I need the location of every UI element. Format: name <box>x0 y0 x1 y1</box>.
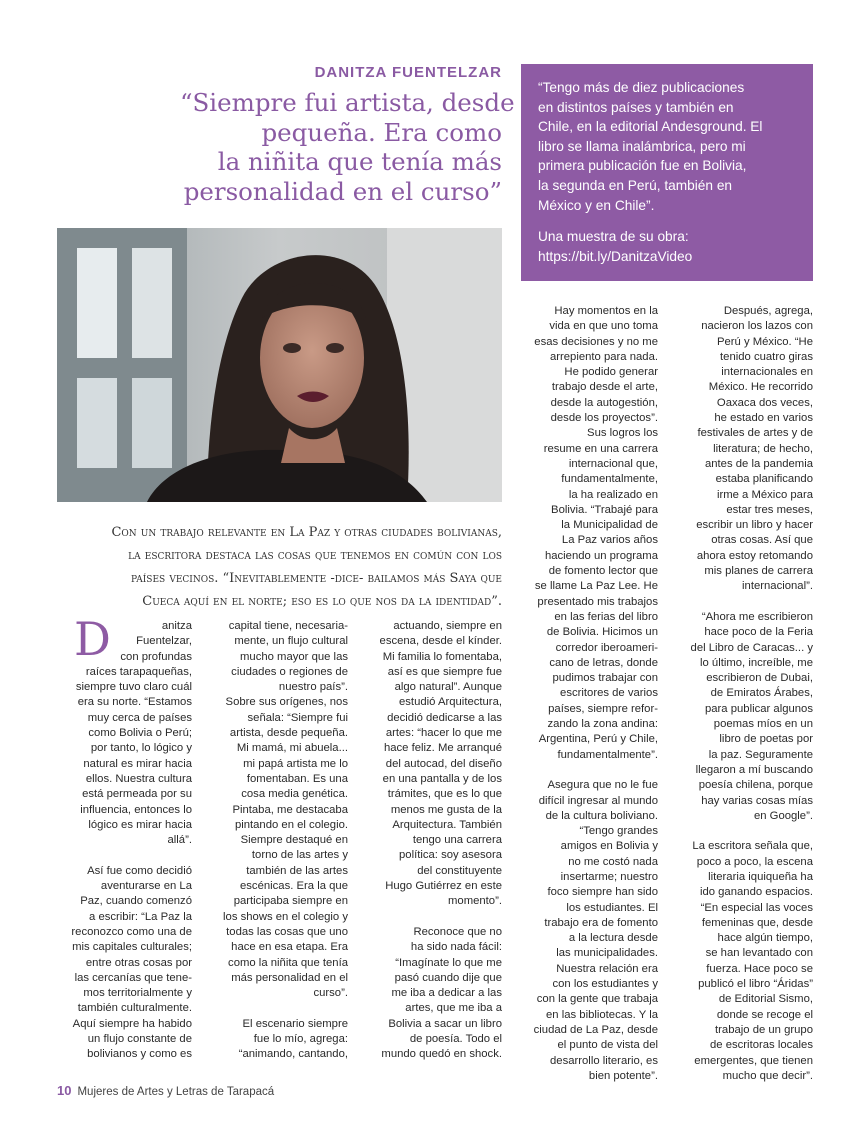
column-line: menos me gusta de la <box>390 803 502 816</box>
column-line: de fomento lector que <box>548 565 658 578</box>
column-line: estudió Arquitectura, <box>399 696 502 709</box>
column-line: El escenario siempre <box>242 1017 348 1030</box>
column-line: femeninas que, desde <box>701 916 813 929</box>
column-line: no me costó nada <box>568 855 658 868</box>
column-line <box>521 763 658 778</box>
column-line <box>57 848 192 863</box>
column-line: arrepiento para nada. <box>549 350 658 363</box>
column-line: mis capitales culturales; <box>72 941 192 954</box>
sidebar-link-label: Una muestra de su obra: <box>538 229 689 245</box>
column-line: mos territorialmente y <box>83 987 192 1000</box>
column-line: reconozco como una de <box>71 925 192 938</box>
column-line: Mi familia lo fomentaba, <box>382 650 502 663</box>
column-line: irme a México para <box>716 488 813 501</box>
column-line: mucho que decir”. <box>722 1069 813 1082</box>
column-line: Bolivia a sacar un libro <box>388 1017 502 1030</box>
body-column-5 <box>676 304 813 1084</box>
author-name: DANITZA FUENTELZAR <box>314 64 502 81</box>
column-line: para publicar algunos <box>704 702 813 715</box>
column-line: ciudades o regiones de <box>231 665 348 678</box>
column-line: Aquí siempre ha habido <box>72 1017 192 1030</box>
column-line: allá”. <box>167 834 192 847</box>
column-line: pasó cuando dije que <box>394 971 502 984</box>
column-line: como la niñita que tenía <box>228 956 348 969</box>
column-line: tenido cuatro giras <box>720 350 813 363</box>
column-line: la paz. Seguramente <box>708 748 813 761</box>
column-line: Fuentelzar, <box>136 635 192 648</box>
column-line: poemas míos en un <box>713 718 813 731</box>
column-line: influencia, entonces lo <box>80 803 192 816</box>
column-line: llegaron a mí buscando <box>695 763 813 776</box>
headline <box>180 88 515 206</box>
column-line: Hugo Gutiérrez en este <box>385 880 502 893</box>
column-line: de Bolivia. Hicimos un <box>546 626 658 639</box>
column-line: pintando en el colegio. <box>234 818 348 831</box>
column-line: trabajo de un grupo <box>715 1023 813 1036</box>
column-line: festivales de artes y de <box>697 427 813 440</box>
column-line: trabajo era de fomento <box>544 916 658 929</box>
column-line: fundamentalmente, <box>561 473 658 486</box>
column-line: bien potente”. <box>588 1069 658 1082</box>
column-line: así es que siempre fue <box>387 665 502 678</box>
column-line: ahora estoy retomando <box>696 549 813 562</box>
column-line: pudimos trabajar con <box>552 672 658 685</box>
column-line: Así fue como decidió <box>87 864 192 877</box>
body-column-2 <box>210 619 348 1063</box>
column-line: lo último, increíble, me <box>699 656 813 669</box>
column-line: otras cosas. Así que <box>711 534 813 547</box>
lead-line: Cueca aquí en el norte; eso es lo que nos da la identidad”. <box>142 594 502 609</box>
column-line: se llame La Paz Lee. He <box>534 580 658 593</box>
column-line: trabajo desde el arte, <box>551 381 658 394</box>
column-line: Reconoce que no <box>413 925 502 938</box>
column-line <box>210 1001 348 1016</box>
column-line: siempre tuvo claro cuál <box>75 681 192 694</box>
column-line: mente, un flujo cultural <box>234 635 348 648</box>
column-line: las municipalidades. <box>556 947 658 960</box>
column-line: Siempre destaqué en <box>240 834 348 847</box>
column-line: escena, desde el kínder. <box>379 635 502 648</box>
column-line: desde la autogestión, <box>550 396 658 409</box>
column-line: nacieron los lazos con <box>701 320 813 333</box>
column-line: capital tiene, necesaria- <box>228 620 348 632</box>
column-line: está permeada por su <box>82 788 192 801</box>
column-line: muy cerca de países <box>87 711 192 724</box>
column-line: insertarme; nuestro <box>560 870 658 883</box>
sidebar-quote-line: Chile, en la editorial Andesground. El <box>538 119 763 135</box>
column-line: foco siempre han sido <box>547 886 658 899</box>
column-line: difícil ingresar al mundo <box>538 794 658 807</box>
column-line: Sobre sus orígenes, nos <box>225 696 348 709</box>
body-column-4 <box>521 304 658 1084</box>
lead-line: Con un trabajo relevante en La Paz y otras ciudades bolivianas, <box>111 525 502 540</box>
column-line: países, siempre refor- <box>548 702 658 715</box>
column-line: internacionales en <box>721 366 813 379</box>
column-line: actuando, siempre en <box>393 620 502 632</box>
page-number: 10 <box>57 1083 72 1098</box>
column-line: estar tres meses, <box>726 503 813 516</box>
column-line: hace feliz. Me arranqué <box>383 742 502 755</box>
column-line: los estudiantes. El <box>566 901 658 914</box>
column-line: La escritora señala que, <box>692 840 813 853</box>
column-line: “animando, cantando, <box>238 1048 348 1061</box>
column-line: cano de letras, donde <box>549 656 658 669</box>
column-line: hace algún tiempo, <box>717 932 813 945</box>
column-line: mi papá artista me lo <box>243 757 348 770</box>
column-line <box>676 824 813 839</box>
column-line: de la cultura boliviano. <box>545 809 658 822</box>
publication-name: Mujeres de Artes y Letras de Tarapacá <box>77 1086 275 1098</box>
column-line: Oaxaca dos veces, <box>716 396 813 409</box>
column-line: fue lo mío, agrega: <box>253 1033 348 1046</box>
column-line: los shows en el colegio y <box>223 910 348 923</box>
column-line: más personalidad en el <box>231 971 348 984</box>
column-line: “Imagínate lo que me <box>395 956 502 969</box>
column-line: del constituyente <box>417 864 502 877</box>
column-line: la ha realizado en <box>568 488 658 501</box>
headline-line: personalidad en el curso” <box>183 176 502 206</box>
column-line: emergentes, que tienen <box>694 1054 813 1067</box>
column-line: me iba a dedicar a las <box>391 987 502 1000</box>
column-line: anitza <box>161 620 192 632</box>
column-line: artista, desde pequeña. <box>229 727 348 740</box>
column-line: mucho mayor que las <box>240 650 348 663</box>
column-line: Argentina, Perú y Chile, <box>538 733 658 746</box>
column-line: política: soy asesora <box>399 849 502 862</box>
column-line: con la gente que trabaja <box>536 993 658 1006</box>
column-line <box>366 910 502 925</box>
column-line: Pintaba, me destacaba <box>232 803 348 816</box>
column-line: desarrollo literario, es <box>550 1054 658 1067</box>
column-line: también de las artes <box>246 864 348 877</box>
column-line: Nuestra relación era <box>556 962 658 975</box>
column-line: La Paz varios años <box>561 534 658 547</box>
column-line: del autocad, del diseño <box>385 757 502 770</box>
column-line: Mi mamá, mi abuela... <box>236 742 348 755</box>
column-line: a escribir: “La Paz la <box>89 910 192 923</box>
column-line: zando la zona andina: <box>547 718 658 731</box>
column-line: en una pantalla y de los <box>382 772 502 785</box>
column-line: en Google”. <box>753 809 813 822</box>
column-line: internacional que, <box>568 457 658 470</box>
column-line: a la lectura desde <box>568 932 658 945</box>
sidebar-link[interactable]: https://bit.ly/DanitzaVideo <box>538 248 693 264</box>
column-line: amigos en Bolivia y <box>560 840 658 853</box>
column-line: participaba siempre en <box>233 895 348 908</box>
column-line: señala: “Siempre fui <box>247 711 348 724</box>
column-line: He podido generar <box>564 366 658 379</box>
sidebar-quote-line: primera publicación fue en Bolivia, <box>538 158 747 174</box>
column-line: fuerza. Hace poco se <box>706 962 813 975</box>
column-line: literaria iquiqueña ha <box>708 870 813 883</box>
column-line: el punto de vista del <box>557 1039 658 1052</box>
column-line: presentado mis trabajos <box>537 595 658 608</box>
column-line: escribir un libro y hacer <box>696 519 813 532</box>
column-line: la Municipalidad de <box>561 519 658 532</box>
column-line: decidió dedicarse a las <box>387 711 502 724</box>
column-line: internacional”. <box>742 580 813 593</box>
column-line: natural es mirar hacia <box>83 757 192 770</box>
column-line: artes, que me iba a <box>405 1002 502 1015</box>
column-line: Arquitectura. También <box>392 818 502 831</box>
column-line: antes de la pandemia <box>704 457 813 470</box>
column-line: un flujo constante de <box>87 1033 192 1046</box>
column-line: con profundas <box>120 650 192 663</box>
column-line: poesía chilena, porque <box>698 779 813 792</box>
column-line: mis planes de carrera <box>704 565 813 578</box>
column-line: Después, agrega, <box>723 305 813 317</box>
body-column-1 <box>57 619 192 1063</box>
column-line: Perú y México. “He <box>716 335 813 348</box>
column-line: escribieron de Dubai, <box>706 672 813 685</box>
portrait-photo <box>57 228 502 502</box>
column-line: poco a poco, la escena <box>696 855 813 868</box>
column-line: fundamentalmente”. <box>557 748 658 761</box>
column-line: México. He recorrido <box>708 381 813 394</box>
column-line: era su norte. “Estamos <box>77 696 192 709</box>
headline-line: la niñita que tenía más <box>217 147 502 176</box>
column-line: “En especial las voces <box>700 901 813 914</box>
column-line: he estado en varios <box>714 412 813 425</box>
lead-line: la escritora destaca las cosas que tenemos en común con los <box>128 548 502 563</box>
column-line: hace en esa etapa. Era <box>231 941 348 954</box>
column-line: con los estudiantes y <box>552 978 658 991</box>
column-line: “Ahora me escribieron <box>701 610 813 623</box>
sidebar-quote-line: México y en Chile”. <box>538 197 655 213</box>
column-line: escritores de varios <box>560 687 658 700</box>
sidebar-quote-line: “Tengo más de diez publicaciones <box>538 80 745 95</box>
column-line: del Libro de Caracas... y <box>690 641 813 654</box>
drop-cap: D <box>74 612 111 666</box>
column-line: en las ferias del libro <box>554 610 658 623</box>
column-line: todas las cosas que uno <box>226 925 348 938</box>
page-footer <box>57 1083 274 1098</box>
column-line: de Emiratos Árabes, <box>710 687 813 700</box>
headline-line: “Siempre fui artista, desde <box>180 88 515 117</box>
column-line: lógico es mirar hacia <box>88 818 192 831</box>
headline-line: pequeña. Era como <box>261 117 502 147</box>
column-line: nuestro país”. <box>278 681 348 694</box>
column-line: vida en que uno toma <box>549 320 658 333</box>
column-line: escénicas. Era la que <box>239 880 348 893</box>
column-line: curso”. <box>313 987 348 1000</box>
column-line: estaba planificando <box>715 473 813 486</box>
column-line: resume en una carrera <box>543 442 658 455</box>
column-line: en las bibliotecas. Y la <box>546 1008 658 1021</box>
column-line: hace poco de la Feria <box>704 626 813 639</box>
column-line: tengo una carrera <box>412 834 502 847</box>
column-line: por tanto, lo lógico y <box>90 742 192 755</box>
column-line <box>676 595 813 610</box>
column-line: publicó el libro “Áridas” <box>698 978 813 991</box>
column-line: Paz, cuando comenzó <box>80 895 192 908</box>
column-line: Bolivia. “Trabajé para <box>551 503 658 516</box>
lead-paragraph <box>57 521 502 613</box>
column-line: libro de poetas por <box>719 733 813 746</box>
column-line: ellos. Nuestra cultura <box>85 772 192 785</box>
column-line: aventurarse en La <box>100 880 192 893</box>
column-line: también culturalmente. <box>77 1002 192 1015</box>
column-line: artes: “hacer lo que me <box>385 727 502 740</box>
column-line: ha sido nada fácil: <box>410 941 502 954</box>
column-line: momento”. <box>448 895 502 908</box>
column-line: como Bolivia o Perú; <box>88 727 192 740</box>
lead-line: países vecinos. “Inevitablemente -dice- bailamos más Saya que <box>131 571 502 586</box>
sidebar-quote-line: en distintos países y también en <box>538 99 734 115</box>
column-line: de Editorial Sismo, <box>718 993 813 1006</box>
column-line: bolivianos y como es <box>87 1048 192 1061</box>
column-line: de escritoras locales <box>710 1039 813 1052</box>
column-line: esas decisiones y no me <box>534 335 658 348</box>
column-line: “Tengo grandes <box>579 825 658 838</box>
body-column-3 <box>366 619 502 1063</box>
column-line: hay varias cosas mías <box>701 794 813 807</box>
sidebar-quote-line: la segunda en Perú, también en <box>538 177 733 193</box>
column-line: algo natural”. Aunque <box>394 681 502 694</box>
column-line: desde los proyectos”. <box>550 412 658 425</box>
column-line: cosa media genética. <box>241 788 348 801</box>
column-line: Sus logros los <box>587 427 658 440</box>
column-line: ido ganando espacios. <box>699 886 813 899</box>
column-line: trámites, que es lo que <box>387 788 502 801</box>
column-line: raíces tarapaqueñas, <box>85 665 192 678</box>
column-line: donde se recoge el <box>716 1008 813 1021</box>
sidebar-quote-line: libro se llama inalámbrica, pero mi <box>538 138 746 154</box>
column-line: Hay momentos en la <box>554 305 658 317</box>
column-line: torno de las artes y <box>251 849 348 862</box>
column-line: corredor iberoameri- <box>555 641 658 654</box>
column-line: entre otras cosas por <box>85 956 192 969</box>
column-line: Asegura que no le fue <box>547 779 658 792</box>
column-line: ciudad de La Paz, desde <box>533 1023 658 1036</box>
column-line: haciendo un programa <box>544 549 658 562</box>
column-line: se han levantado con <box>705 947 813 960</box>
column-line: de poesía. Todo el <box>409 1033 502 1046</box>
column-line: fomentaban. Es una <box>246 772 348 785</box>
sidebar-quote-box <box>521 64 813 281</box>
column-line: literatura; de hecho, <box>713 442 813 455</box>
column-line: mundo quedó en shock. <box>381 1048 502 1061</box>
column-line: las cercanías que tene- <box>74 971 192 984</box>
